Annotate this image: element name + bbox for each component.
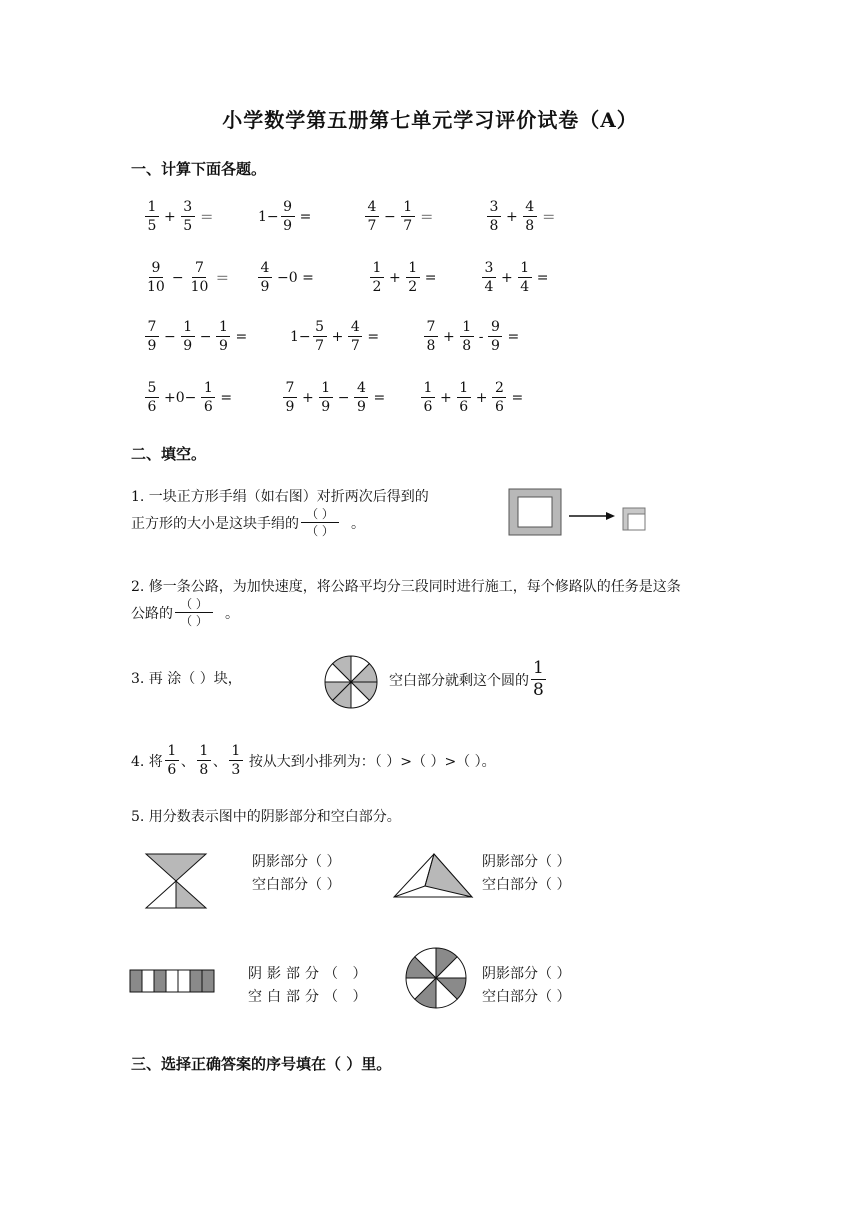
section-1-heading: 一、计算下面各题。 [131,160,267,178]
calc-r2-1: $\frac{9}{10}$ − $\frac{7}{10}$ ＝ [147,260,230,295]
handkerchief-inner [518,497,552,527]
calc-r1-4: $\frac{3}{8}$ + $\frac{4}{8}$ ＝ [485,200,559,233]
page-title: 小学数学第五册第七单元学习评价试卷（A） [222,108,638,132]
section-2-heading: 二、填空。 [131,445,207,463]
arrow-head [606,512,615,520]
hourglass-bottom-left [146,881,176,908]
calc-r4-1: $\frac{5}{6}$ +0− $\frac{1}{6}$ = [143,381,235,414]
fill-q2-line1: 2. 修一条公路，为加快速度，将公路平均分三段同时进行施工，每个修路队的任务是这条 [131,579,681,595]
hourglass-shaded [146,854,206,881]
section-3-heading: 三、选择正确答案的序号填在（ ）里。 [131,1055,392,1073]
hourglass-shaded-label: 阴影部分（ ） [252,854,341,870]
bar-shaded-label: 阴影部分（ ） [248,966,372,982]
calc-r3-3: $\frac{7}{8}$ + $\frac{1}{8}$ - $\frac{9}{9}$ = [422,320,522,353]
hourglass-figure [144,852,208,910]
bar-segment [178,970,190,992]
bar-segment [166,970,178,992]
calc-r3-2: 1− $\frac{5}{7}$ + $\frac{4}{7}$ = [290,319,380,354]
fill-q2-line2: 公路的 $\frac{( )}{( )}$ 。 [131,597,239,628]
bar-segment [190,970,202,992]
bar-segment [142,970,154,992]
calc-r2-4: $\frac{3}{4}$ + $\frac{1}{4}$ = [480,261,551,294]
calc-r1-1: $\frac{1}{5}$ + $\frac{3}{5}$ ＝ [143,200,217,233]
fill-q3-text: 3. 再 涂（ ）块， [131,671,242,687]
circle-eighths-figure [322,653,380,711]
pinwheel-shaded-label: 阴影部分（ ） [482,966,571,982]
calc-r2-3: $\frac{1}{2}$ + $\frac{1}{2}$ = [368,261,439,294]
handkerchief-fold-figure [505,486,655,538]
fill-q1-line1: 1. 一块正方形手绢（如右图）对折两次后得到的 [131,489,429,505]
fill-q1-line2: 正方形的大小是这块手绢的 $\frac{( )}{( )}$ 。 [131,507,365,538]
calc-r4-3: $\frac{1}{6}$ + $\frac{1}{6}$ + $\frac{2}{6}$ = [419,381,526,414]
striped-bar-figure [128,968,218,994]
calc-r4-2: $\frac{7}{9}$ + $\frac{1}{9}$ − $\frac{4}{9}$ = [281,381,388,414]
calc-r2-2: $\frac{4}{9}$ −0 = [256,261,317,294]
fill-q5: 5. 用分数表示图中的阴影部分和空白部分。 [131,809,401,825]
triangle-blank-label: 空白部分（ ） [482,877,571,893]
calc-r1-3: $\frac{4}{7}$ − $\frac{1}{7}$ ＝ [363,200,437,233]
triangle-figure [392,851,474,901]
fill-q4: 4. 将 $\frac{1}{6}$ 、 $\frac{1}{8}$ 、 $\frac{1}{3}$ 按从大到小排列为：（ ）>（ ）>（ ）。 [131,743,496,778]
hourglass-bottom-right [176,881,206,908]
bar-blank-label: 空白部分（ ） [248,989,372,1005]
pinwheel-blank-label: 空白部分（ ） [482,989,571,1005]
folded-square-inner [628,514,645,530]
bar-segment [154,970,166,992]
fill-q3-tail: 空白部分就剩这个圆的 $\frac{1}{8}$ [389,658,544,700]
triangle-shaded-label: 阴影部分（ ） [482,854,571,870]
pinwheel-circle-figure [403,945,469,1011]
bar-segment [130,970,142,992]
calc-r3-1: $\frac{7}{9}$ − $\frac{1}{9}$ − $\frac{1}{9}$ = [143,320,250,353]
hourglass-blank-label: 空白部分（ ） [252,877,341,893]
calc-r1-2: 1− $\frac{9}{9}$ = [258,199,312,234]
bar-segment [202,970,214,992]
